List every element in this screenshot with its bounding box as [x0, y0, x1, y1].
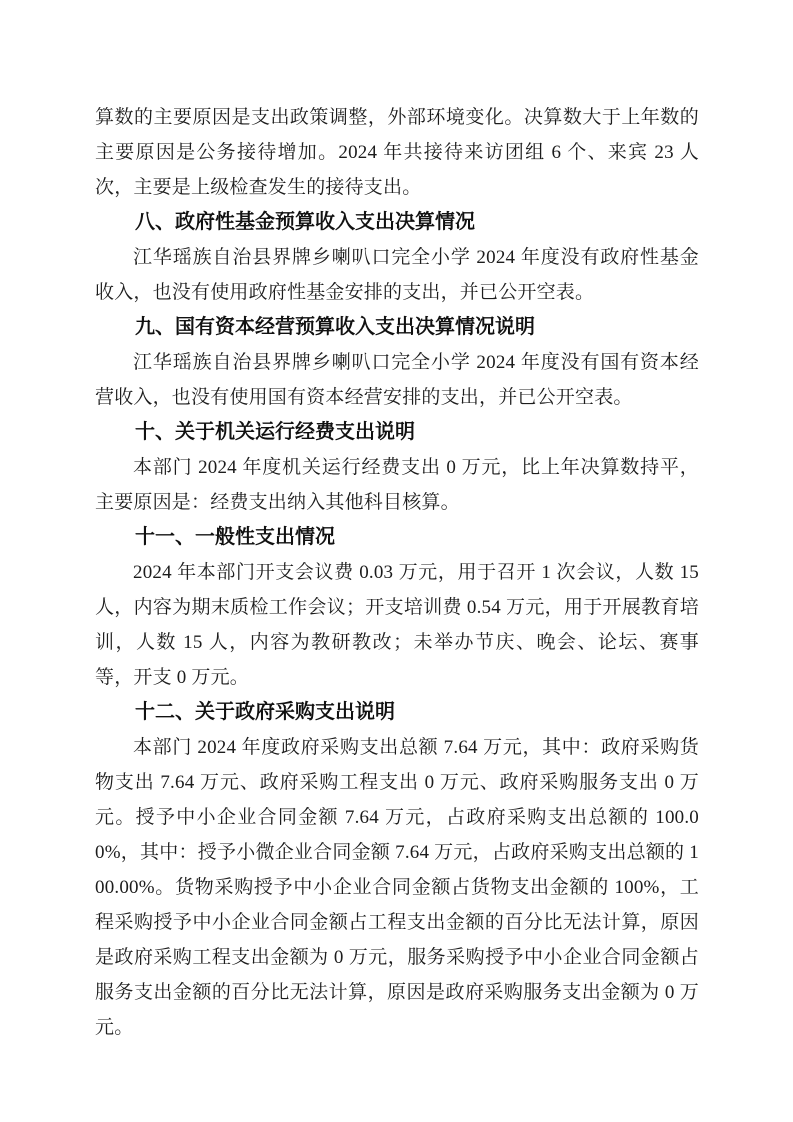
section-heading: 十一、一般性支出情况: [135, 526, 335, 548]
paragraph: 本部门 2024 年度机关运行经费支出 0 万元，比上年决算数持平，主要原因是：经费支出纳入其他科目核算。: [95, 457, 699, 513]
document-content: [95, 100, 699, 1045]
section-heading: 十、关于机关运行经费支出说明: [135, 421, 415, 443]
section-heading: 十二、关于政府采购支出说明: [135, 701, 395, 723]
paragraph: 算数的主要原因是支出政策调整，外部环境变化。决算数大于上年数的主要原因是公务接待增加。2024 年共接待来访团组 6 个、来宾 23 人次，主要是上级检查发生的接待支出。: [95, 107, 699, 198]
paragraph: 本部门 2024 年度政府采购支出总额 7.64 万元，其中：政府采购货物支出 7.64 万元、政府采购工程支出 0 万元、政府采购服务支出 0 万元。授予中小企业合同金额 7.64 万元，占政府采购支出总额的 100.00%，其中：授予小微企业合同金额 7.64 万元，占政府采购支出总额的 100.00%。货物采购授予中小企业合同金额占货物支出金额的 100%，工程采购授予中小企业合同金额占工程支出金额的百分比无法计算，原因是政府采购工程支出金额为 0 万元，服务采购授予中小企业合同金额占服务支出金额的百分比无法计算，原因是政府采购服务支出金额为 0 万元。: [95, 737, 699, 1038]
paragraph: 江华瑶族自治县界牌乡喇叭口完全小学 2024 年度没有政府性基金收入，也没有使用政府性基金安排的支出，并已公开空表。: [95, 247, 699, 303]
paragraph: 2024 年本部门开支会议费 0.03 万元，用于召开 1 次会议，人数 15 人，内容为期末质检工作会议；开支培训费 0.54 万元，用于开展教育培训，人数 15 人，内容为教研教改；未举办节庆、晚会、论坛、赛事等，开支 0 万元。: [95, 562, 699, 688]
paragraph: 江华瑶族自治县界牌乡喇叭口完全小学 2024 年度没有国有资本经营收入，也没有使用国有资本经营安排的支出，并已公开空表。: [95, 352, 699, 408]
section-heading: 八、政府性基金预算收入支出决算情况: [135, 211, 475, 233]
section-heading: 九、国有资本经营预算收入支出决算情况说明: [135, 316, 535, 338]
